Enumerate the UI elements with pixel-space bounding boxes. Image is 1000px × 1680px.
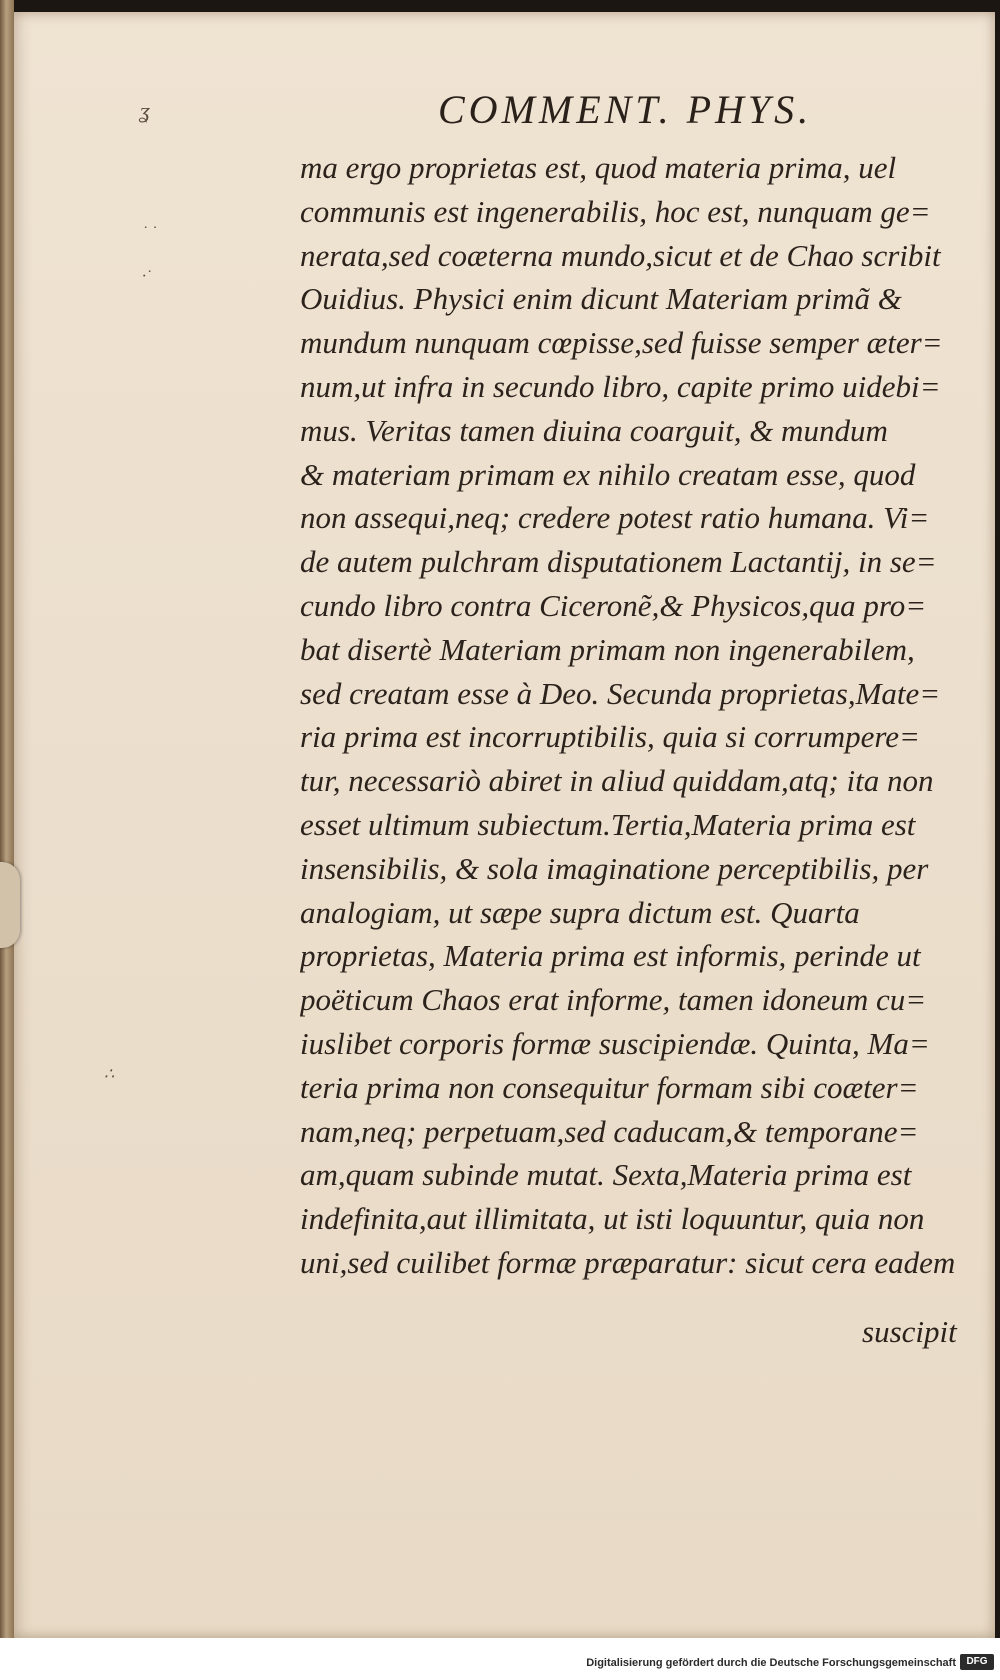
text-line: iuslibet corporis formæ suscipiendæ. Quinta, Ma= bbox=[300, 1025, 930, 1061]
margin-mark: ˙ ˙ bbox=[142, 224, 157, 241]
text-line: ma ergo proprietas est, quod materia prima, uel bbox=[300, 150, 897, 185]
margin-mark: ʓ bbox=[140, 98, 150, 123]
text-line: am,quam subinde mutat. Sexta,Materia prima est bbox=[300, 1157, 912, 1193]
text-line: communis est ingenerabilis, hoc est, nunquam ge= bbox=[300, 193, 931, 229]
text-line: tur, necessariò abiret in aliud quiddam,atq; ita non bbox=[300, 763, 934, 799]
text-line: nerata,sed coæterna mundo,sicut et de Chao scribit bbox=[300, 237, 941, 273]
text-line: sed creatam esse à Deo. Secunda proprietas,Mate= bbox=[300, 675, 941, 711]
text-line: teria prima non consequitur formam sibi coæter= bbox=[300, 1069, 919, 1105]
text-line: analogiam, ut sæpe supra dictum est. Quarta bbox=[300, 894, 860, 930]
text-line: num,ut infra in secundo libro, capite primo uidebi= bbox=[300, 368, 941, 404]
body-text bbox=[300, 146, 966, 1285]
book-edge bbox=[0, 0, 14, 1638]
text-line: & materiam primam ex nihilo creatam esse, quod bbox=[300, 456, 916, 492]
text-line: ria prima est incorruptibilis, quia si corrumpere= bbox=[300, 719, 920, 755]
text-line: esset ultimum subiectum.Tertia,Materia prima est bbox=[300, 806, 916, 842]
text-line: mus. Veritas tamen diuina coarguit, & mundum bbox=[300, 412, 888, 448]
running-head: COMMENT. PHYS. bbox=[438, 87, 813, 132]
catchword: suscipit bbox=[862, 1314, 957, 1349]
text-line: indefinita,aut illimitata, ut isti loquuntur, quia non bbox=[300, 1201, 925, 1237]
digitization-credit: Digitalisierung gefördert durch die Deutsche Forschungsgemeinschaft bbox=[586, 1657, 956, 1669]
text-line: Ouidius. Physici enim dicunt Materiam primã & bbox=[300, 281, 902, 317]
text-line: insensibilis, & sola imaginatione perceptibilis, per bbox=[300, 850, 929, 886]
text-line: cundo libro contra Ciceronẽ,& Physicos,qua pro= bbox=[300, 587, 927, 623]
text-line: mundum nunquam cœpisse,sed fuisse semper æter= bbox=[300, 325, 943, 361]
text-line: bat disertè Materiam primam non ingenerabilem, bbox=[300, 631, 915, 667]
text-line: de autem pulchram disputationem Lactantij, in se= bbox=[300, 544, 937, 580]
margin-mark: ·˙ bbox=[142, 268, 152, 285]
text-line: uni,sed cuilibet formæ præparatur: sicut cera eadem bbox=[300, 1244, 956, 1280]
margin-mark: ∴ bbox=[104, 1066, 115, 1083]
dfg-logo: DFG bbox=[960, 1654, 994, 1670]
text-line: poëticum Chaos erat informe, tamen idoneum cu= bbox=[300, 982, 927, 1018]
text-line: non assequi,neq; credere potest ratio humana. Vi= bbox=[300, 500, 930, 536]
text-line: proprietas, Materia prima est informis, perinde ut bbox=[300, 938, 921, 974]
page-clasp bbox=[0, 862, 20, 948]
text-line: nam,neq; perpetuam,sed caducam,& temporane= bbox=[300, 1113, 919, 1149]
